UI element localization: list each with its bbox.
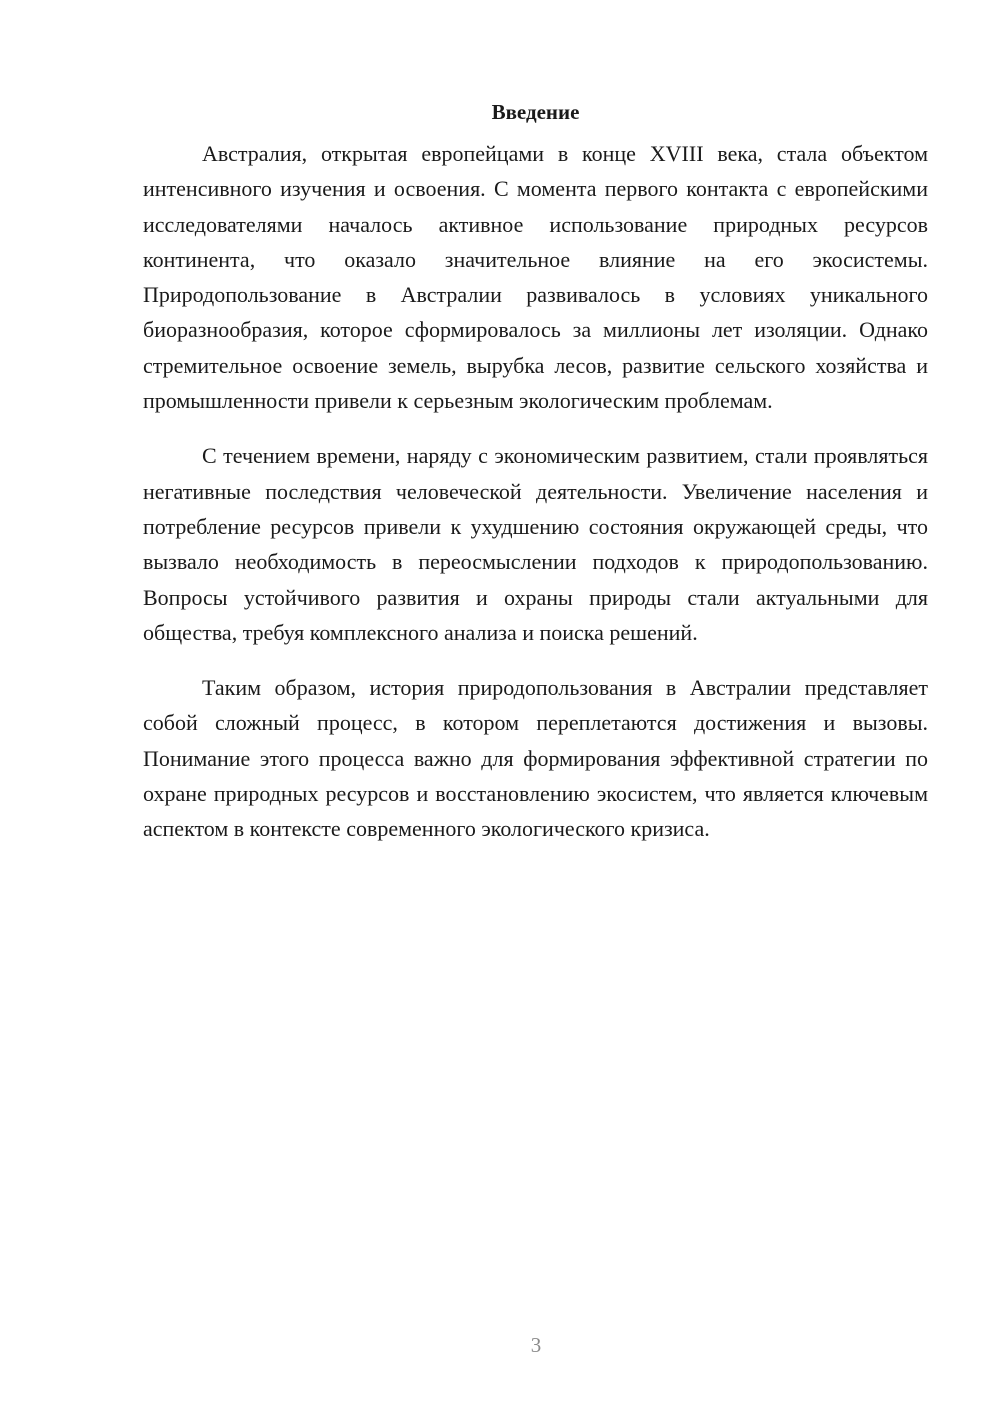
paragraph-3: Таким образом, история природопользования в Австралии представляет собой сложный процесс, в котором переплетаются достижения и вызовы. Понимание этого процесса важно для формирования эффективной стратегии по охране природных ресурсов и восстановлению экосистем, что является ключевым аспектом в контексте современного экологического кризиса. <box>143 675 928 842</box>
section-title: Введение <box>491 100 580 124</box>
paragraph-2: С течением времени, наряду с экономическим развитием, стали проявляться негативные последствия человеческой деятельности. Увеличение населения и потребление ресурсов привели к ухудшению состояния окружающей среды, что вызвало необходимость в переосмыслении подходов к природопользованию. Вопросы устойчивого развития и охраны природы стали актуальными для общества, требуя комплексного анализа и поиска решений. <box>143 443 928 645</box>
paragraph-1: Австралия, открытая европейцами в конце XVIII века, стала объектом интенсивного изучения и освоения. С момента первого контакта с европейскими исследователями началось активное использование природных ресурсов континента, что оказало значительное влияние на его экосистемы. Природопользование в Австралии развивалось в условиях уникального биоразнообразия, которое сформировалось за миллионы лет изоляции. Однако стремительное освоение земель, вырубка лесов, развитие сельского хозяйства и промышленности привели к серьезным экологическим проблемам. <box>143 141 928 414</box>
page-number: 3 <box>530 1333 542 1357</box>
page-content <box>143 96 928 867</box>
